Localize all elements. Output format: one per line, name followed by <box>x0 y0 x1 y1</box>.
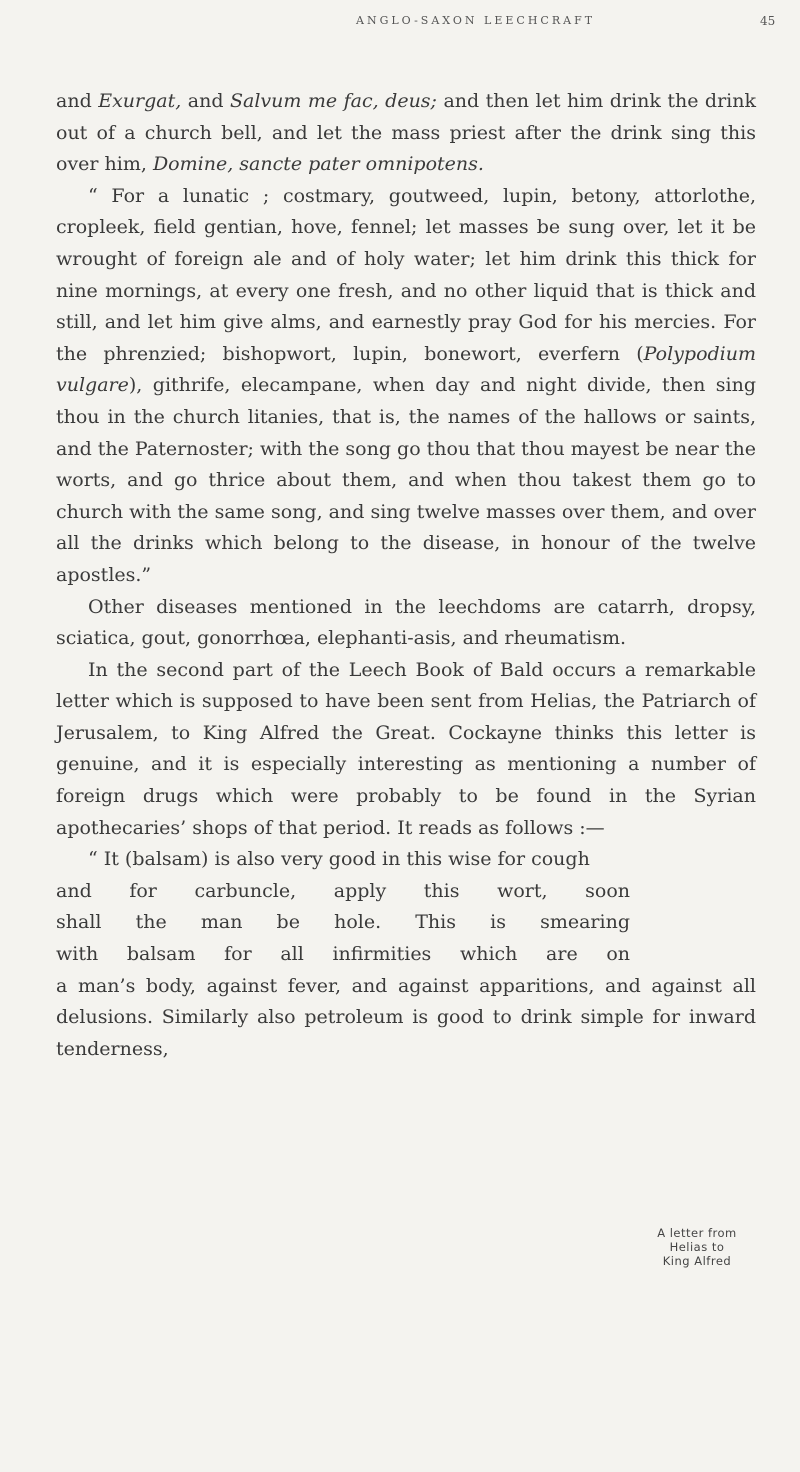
p1-text-c: and <box>181 90 230 112</box>
margin-note-line-3: King Alfred <box>662 1254 732 1268</box>
p5-line-4: with balsam for all infirmities which are on <box>56 943 630 966</box>
running-head-title: ANGLO-SAXON LEECHCRAFT <box>356 14 596 27</box>
p5-line-1: “ It (balsam) is also very good in this wise for cough <box>88 848 590 871</box>
paragraph-2 <box>56 181 756 592</box>
p5-rest: a man’s body, against fever, and against apparitions, and against all delusions. Similarly also petroleum is good to drink simple for inward tenderness, <box>56 974 756 1060</box>
margin-note <box>642 1226 752 1268</box>
p1-italic-exurgat: Exurgat, <box>98 90 182 112</box>
page-number: 45 <box>760 14 776 28</box>
p1-italic-salvum: Salvum me fac, deus; <box>230 90 437 112</box>
p2-text-c: ), githrife, elecampane, when day and night divide, then sing thou in the church litanies, that is, the names of the hallows or saints, and the Paternoster; with the song go thou that thou mayest be near the worts, and go thrice about them, and when thou takest them go to church with the same song, and sing twelve masses over them, and over all the drinks which belong to the disease, in honour of the twelve apostles.” <box>56 374 756 586</box>
paragraph-3: Other diseases mentioned in the leechdoms are catarrh, dropsy, sciatica, gout, gonorrhœa, elephanti-asis, and rheumatism. <box>56 595 756 650</box>
paragraph-4: In the second part of the Leech Book of Bald occurs a remarkable letter which is supposed to have been sent from Helias, the Patriarch of Jerusalem, to King Alfred the Great. Cockayne thinks this letter is genuine, and it is especially interesting as mentioning a number of foreign drugs which were probably to be found in the Syrian apothecaries’ shops of that period. It reads as follows :— <box>56 658 756 839</box>
running-head <box>0 14 800 34</box>
paragraph-5 <box>56 844 756 1065</box>
p2-text-a: “ For a lunatic ; costmary, goutweed, lupin, betony, attorlothe, cropleek, field gentian, hove, fennel; let masses be sung over, let it be wrought of foreign ale and of holy water; let him drink this thick for nine mornings, at every one fresh, and no other liquid that is thick and still, and let him give alms, and earnestly pray God for his mercies. For the phrenzied; bishopwort, lupin, bonewort, everfern ( <box>56 184 756 365</box>
margin-note-line-2: Helias to <box>669 1240 725 1254</box>
p1-italic-domine: Domine, sancte pater omnipotens. <box>152 153 484 176</box>
p5-line-3: shall the man be hole. This is smearing <box>56 911 630 934</box>
p5-line-2: and for carbuncle, apply this wort, soon <box>56 879 630 902</box>
p1-text-e: and then let him drink the drink out of a church bell, and let the mass priest after the drink sing this over him, <box>56 90 756 176</box>
p1-text-a: and <box>56 90 99 112</box>
paragraph-1 <box>56 86 756 181</box>
p2-italic-polypodium: Polypodium vulgare <box>56 342 756 397</box>
margin-note-line-1: A letter from <box>657 1226 737 1240</box>
body-text <box>56 86 756 1065</box>
